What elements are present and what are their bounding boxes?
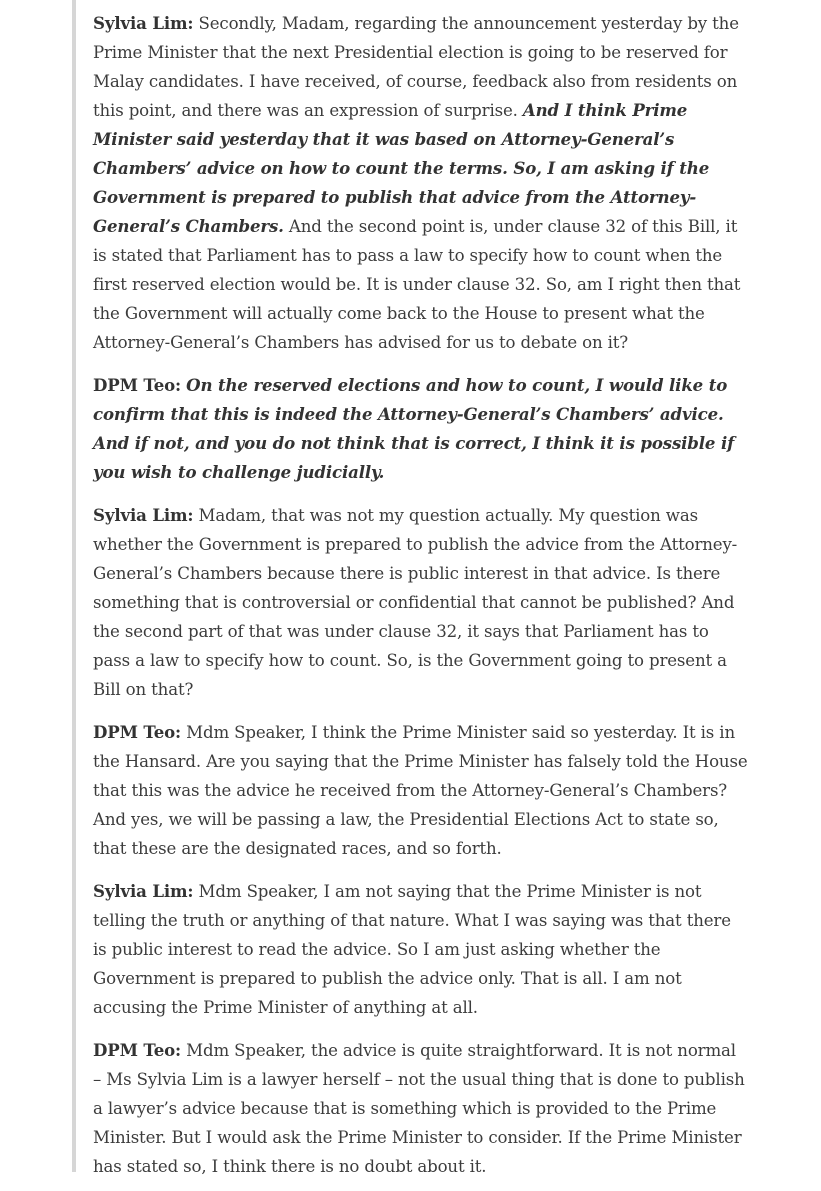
statement-text: Secondly, Madam, regarding the announcement yesterday by the Prime Minister that the next Presidential election is going to be reserved for Malay candidates. I have received, of course, feedback also from residents on this point, and there was an expression of surprise. bbox=[93, 14, 739, 120]
transcript-paragraph-4 bbox=[93, 718, 748, 863]
statement-text: Mdm Speaker, I am not saying that the Prime Minister is not telling the truth or anything of that nature. What I was saying was that there is public interest to read the advice. So I am just asking whether the Government is prepared to publish the advice only. That is all. I am not accusing the Prime Minister of anything at all. bbox=[93, 882, 731, 1017]
speaker-name: Sylvia Lim: bbox=[93, 13, 194, 33]
statement-text: Mdm Speaker, I think the Prime Minister said so yesterday. It is in the Hansard. Are you saying that the Prime Minister has falsely told the House that this was the advice he received from the Attorney-General’s Chambers? And yes, we will be passing a law, the Presidential Elections Act to state so, that these are the designated races, and so forth. bbox=[93, 723, 748, 858]
emphasized-text: On the reserved elections and how to count, I would like to confirm that this is indeed the Attorney-General’s Chambers’ advice. And if not, and you do not think that is correct, I think it is possible if you wish to challenge judicially. bbox=[93, 375, 735, 482]
speaker-name: Sylvia Lim: bbox=[93, 505, 194, 525]
speaker-name: Sylvia Lim: bbox=[93, 881, 194, 901]
statement-text: Mdm Speaker, the advice is quite straightforward. It is not normal – Ms Sylvia Lim is a lawyer herself – not the usual thing that is done to publish a lawyer’s advice because that is something which is provided to the Prime Minister. But I would ask the Prime Minister to consider. If the Prime Minister has stated so, I think there is no doubt about it. bbox=[93, 1041, 745, 1176]
emphasized-text: And I think Prime Minister said yesterday that it was based on Attorney-General’s Chambers’ advice on how to count the terms. So, I am asking if the Government is prepared to publish that advice from the Attorney-General’s Chambers. bbox=[93, 100, 710, 236]
transcript-paragraph-3 bbox=[93, 501, 748, 704]
transcript-paragraph-1 bbox=[93, 9, 748, 357]
transcript-paragraph-2 bbox=[93, 371, 748, 487]
speaker-name: DPM Teo: bbox=[93, 375, 182, 395]
transcript-paragraph-5 bbox=[93, 877, 748, 1022]
transcript-blockquote bbox=[72, 0, 748, 1176]
statement-text: And the second point is, under clause 32 of this Bill, it is stated that Parliament has to pass a law to specify how to count when the first reserved election would be. It is under clause 32. So, am I right then that the Government will actually come back to the House to present what the Attorney-General’s Chambers has advised for us to debate on it? bbox=[93, 217, 741, 352]
speaker-name: DPM Teo: bbox=[93, 722, 182, 742]
speaker-name: DPM Teo: bbox=[93, 1040, 182, 1060]
statement-text: Madam, that was not my question actually. My question was whether the Government is prepared to publish the advice from the Attorney-General’s Chambers because there is public interest in that advice. Is there something that is controversial or confidential that cannot be published? And the second part of that was under clause 32, it says that Parliament has to pass a law to specify how to count. So, is the Government going to present a Bill on that? bbox=[93, 506, 738, 699]
transcript-paragraph-6 bbox=[93, 1036, 748, 1181]
